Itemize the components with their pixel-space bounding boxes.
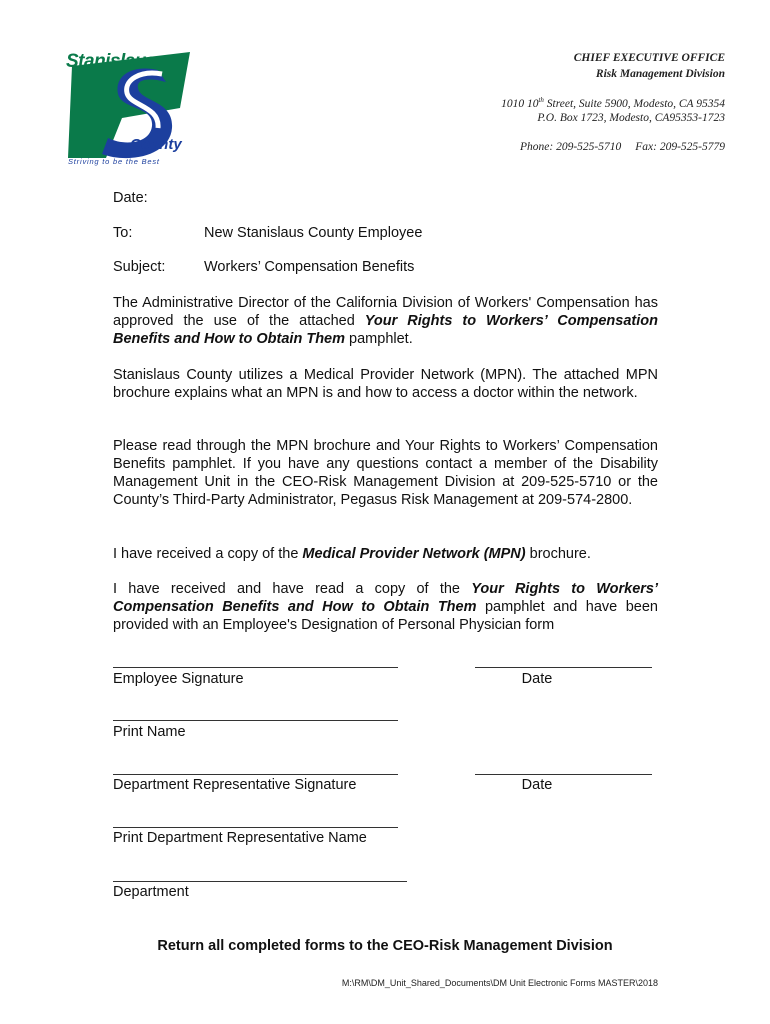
dept-rep-date-line[interactable] [475,774,652,775]
file-path: M:\RM\DM_Unit_Shared_Documents\DM Unit Electronic Forms MASTER\2018 [341,978,658,988]
to-value: New Stanislaus County Employee [204,225,423,241]
paragraph-instructions: Please read through the MPN brochure and Your Rights to Workers’ Compensation Benefits pamphlet. If you have any questions contact a member of the Disability Management Unit in the CEO-Risk Management Division at 209-525-5710 or the County’s Third-Party Administrator, Pegasus Risk Management at 209-574-2800. [113,438,658,508]
paragraph-mpn: Stanislaus County utilizes a Medical Provider Network (MPN). The attached MPN brochure explains what an MPN is and how to access a doctor within the network. [113,367,658,401]
po-box-address: P.O. Box 1723, Modesto, CA95353-1723 [537,112,725,124]
department-line[interactable] [113,881,407,882]
logo-name-top: Stanislaus [66,51,157,72]
dept-rep-signature-line[interactable] [113,774,398,775]
subject-value: Workers’ Compensation Benefits [204,259,415,275]
logo-name-bottom: County [130,136,182,153]
employee-date-label: Date [521,671,553,687]
dept-rep-signature-label: Department Representative Signature [113,777,357,793]
employee-signature-label: Employee Signature [113,671,244,687]
contact-line [520,141,725,153]
office-title: CHIEF EXECUTIVE OFFICE [573,52,725,64]
print-name-line[interactable] [113,720,398,721]
logo-tagline: Striving to be the Best [68,157,160,166]
fax-number: Fax: 209-525-5779 [635,141,725,153]
employee-signature-line[interactable] [113,667,398,668]
acknowledgement-mpn: I have received a copy of the Medical Provider Network (MPN) brochure. [113,546,591,562]
print-dept-rep-name-line[interactable] [113,827,398,828]
employee-date-line[interactable] [475,667,652,668]
department-label: Department [113,884,189,900]
acknowledgement-rights: I have received and have read a copy of the Your Rights to Workers’ Compensation Benefits and How to Obtain Them pamphlet and have been provided with an Employee's Designation of Personal Physician form [113,581,658,633]
return-instruction: Return all completed forms to the CEO-Risk Management Division [157,938,613,954]
to-label: To: [113,225,133,241]
subject-label: Subject: [113,259,166,275]
street-address: 1010 10th Street, Suite 5900, Modesto, CA 95354 [501,96,725,110]
date-label: Date: [113,190,148,206]
dept-rep-date-label: Date [521,777,553,793]
division-title: Risk Management Division [595,68,725,80]
print-dept-rep-name-label: Print Department Representative Name [113,830,367,846]
phone-number: Phone: 209-525-5710 [520,141,622,153]
print-name-label: Print Name [113,724,186,740]
paragraph-approval: The Administrative Director of the California Division of Workers' Compensation has approved the use of the attached Your Rights to Workers’ Compensation Benefits and How to Obtain Them pamphlet. [113,295,658,347]
